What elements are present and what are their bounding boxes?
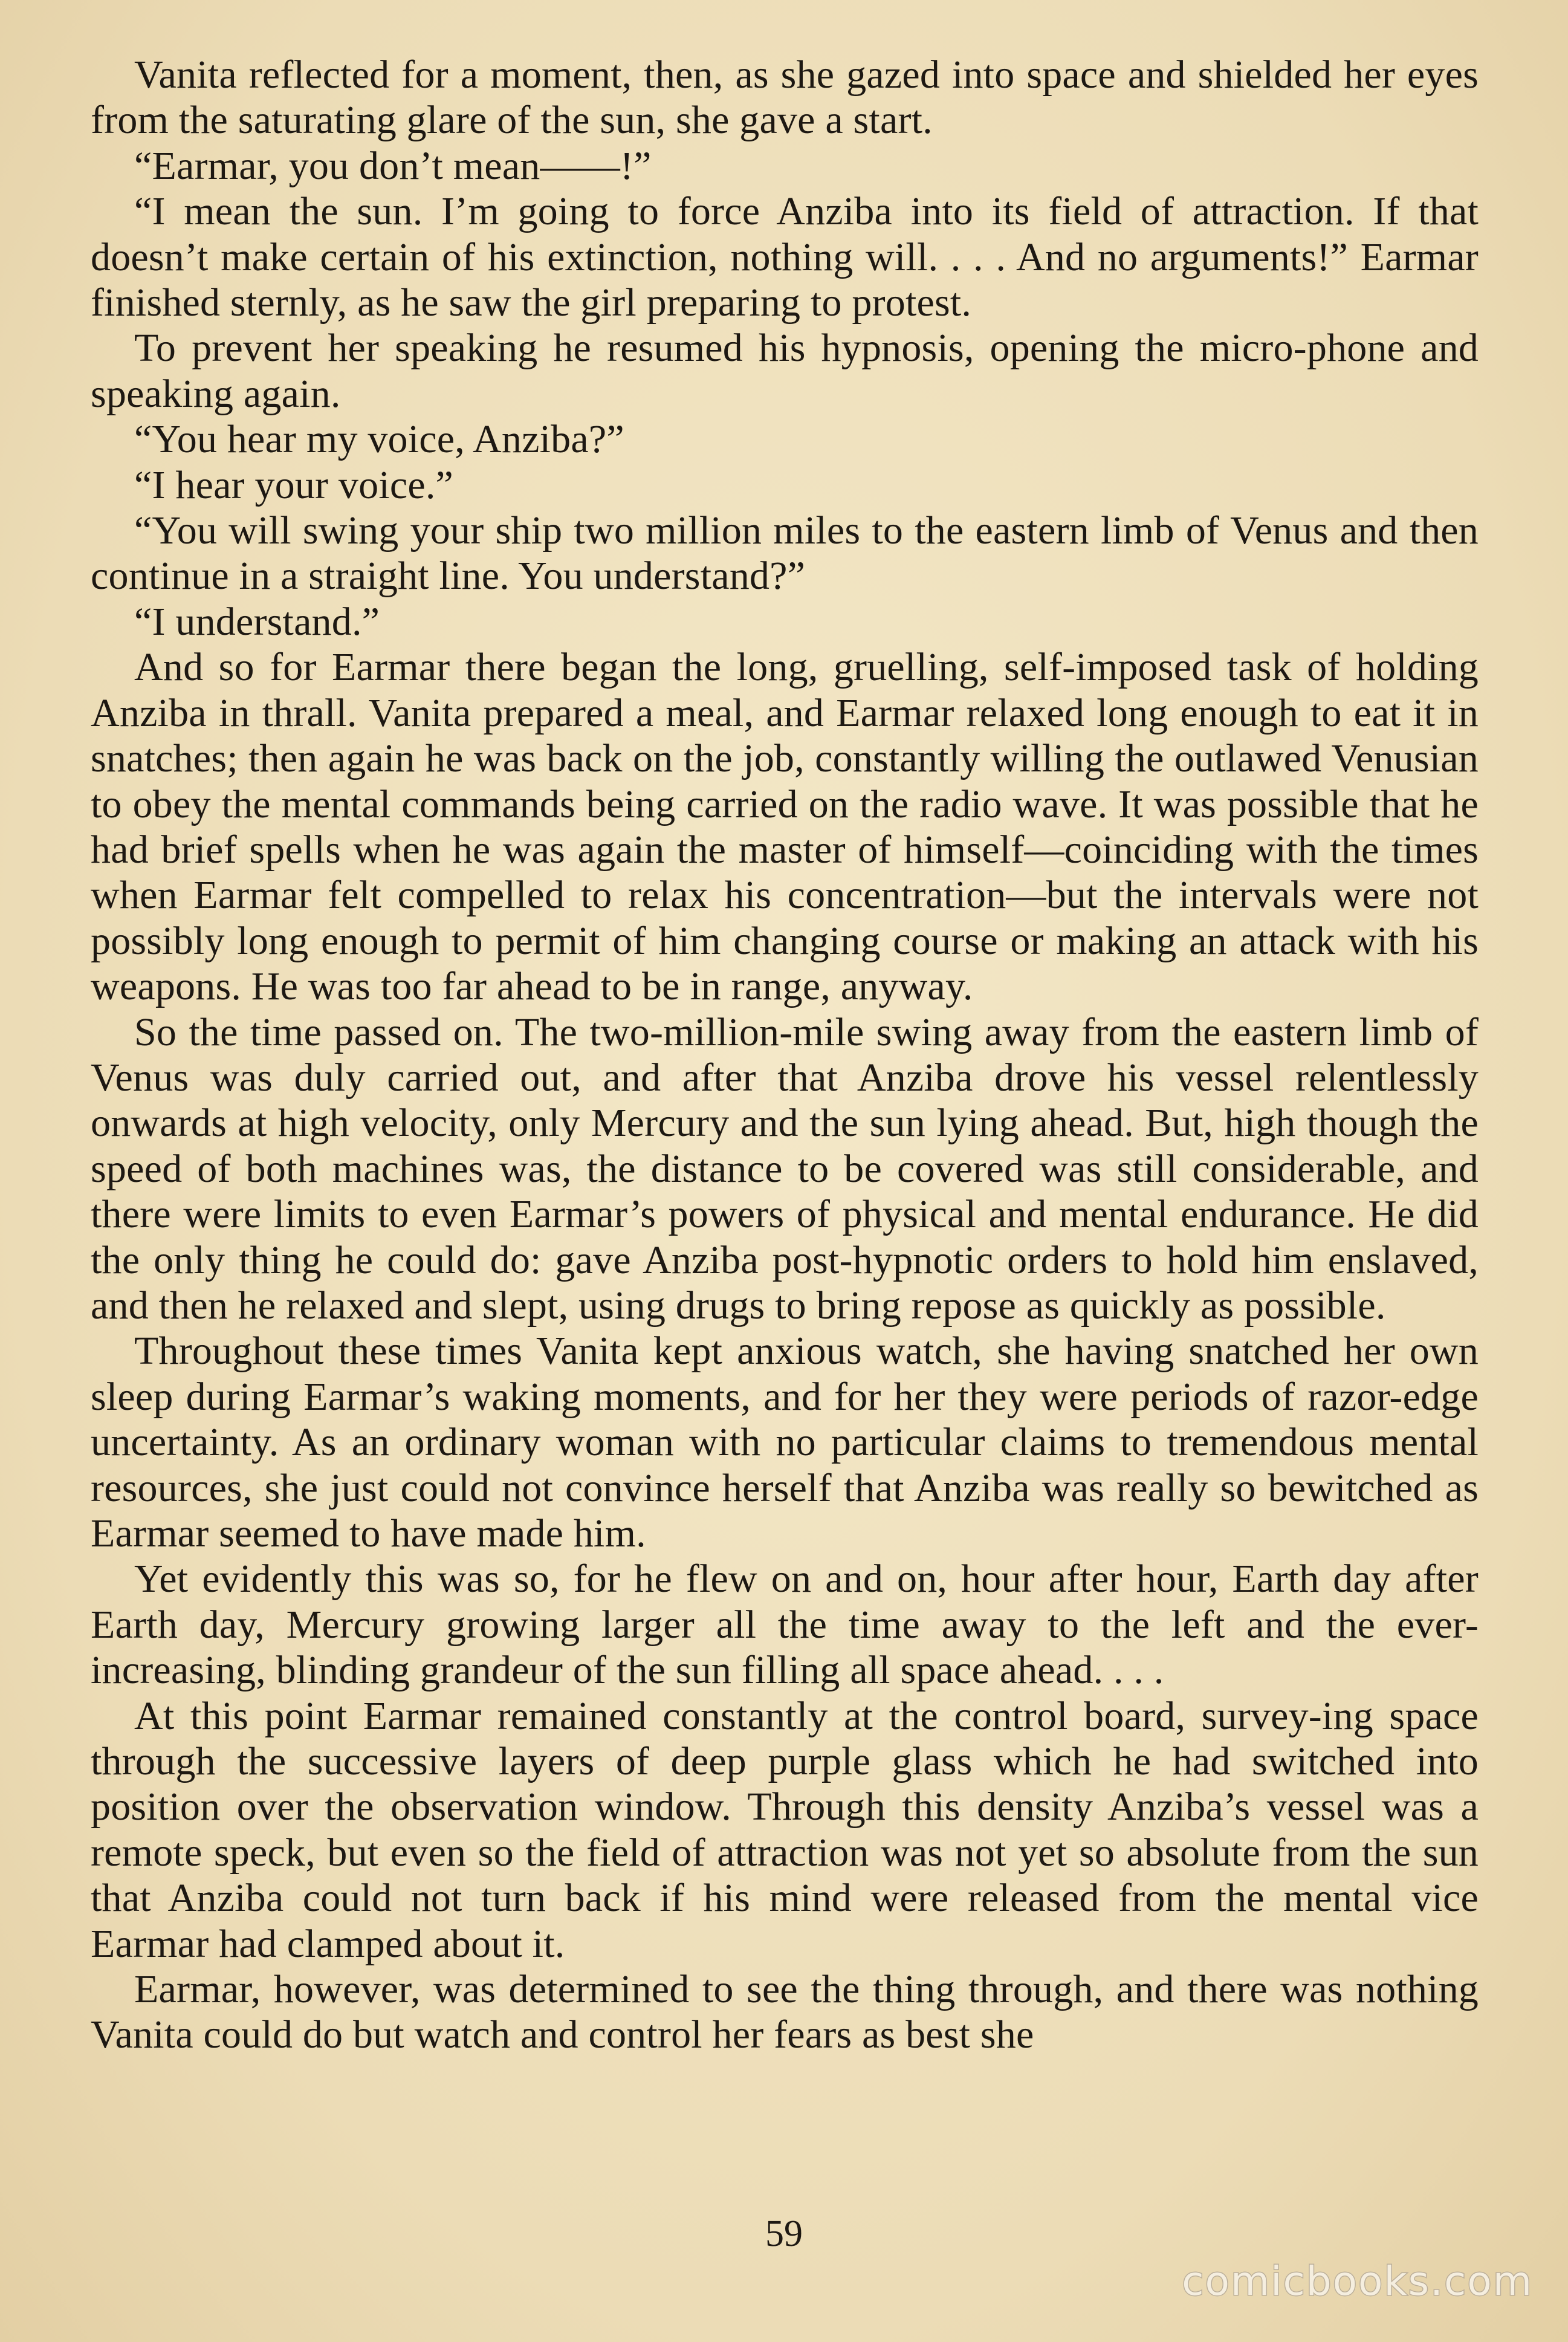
- body-text: [91, 52, 1479, 2058]
- page-number: 59: [765, 2213, 803, 2254]
- paragraph-4: To prevent her speaking he resumed his hypnosis, opening the micro-phone and speaking again.: [91, 326, 1479, 416]
- paragraph-14: Earmar, however, was determined to see the thing through, and there was nothing Vanita could do but watch and control her fears as best she: [91, 1967, 1479, 2057]
- paragraph-9: And so for Earmar there began the long, gruelling, self-imposed task of holding Anziba in thrall. Vanita prepared a meal, and Earmar relaxed long enough to eat it in snatches; then again he was back on the job, constantly willing the outlawed Venusian to obey the mental commands being carried on the radio wave. It was possible that he had brief spells when he was again the master of himself—coinciding with the times when Earmar felt compelled to relax his concentration—but the intervals were not possibly long enough to permit of him changing course or making an attack with his weapons. He was too far ahead to be in range, anyway.: [91, 645, 1479, 1009]
- watermark: comicbooks.com: [1182, 2258, 1533, 2305]
- paragraph-12: Yet evidently this was so, for he flew on and on, hour after hour, Earth day after Earth day, Mercury growing larger all the time away to the left and the ever-increasing, blinding grandeur of the sun filling all space ahead. . . .: [91, 1557, 1479, 1693]
- paragraph-5: “You hear my voice, Anziba?”: [134, 417, 624, 462]
- paragraph-6: “I hear your voice.”: [134, 462, 454, 507]
- paragraph-11: Throughout these times Vanita kept anxious watch, she having snatched her own sleep during Earmar’s waking moments, and for her they were periods of razor-edge uncertainty. As an ordinary woman with no particular claims to tremendous mental resources, she just could not convince herself that Anziba was really so bewitched as Earmar seemed to have made him.: [91, 1329, 1479, 1555]
- paragraph-1: Vanita reflected for a moment, then, as she gazed into space and shielded her eyes from the saturating glare of the sun, she gave a start.: [91, 53, 1479, 143]
- paragraph-8: “I understand.”: [134, 599, 380, 644]
- paragraph-2: “Earmar, you don’t mean——!”: [134, 143, 652, 188]
- paragraph-3: “I mean the sun. I’m going to force Anziba into its field of attraction. If that doesn’t make certain of his extinction, nothing will. . . . And no arguments!” Earmar finished sternly, as he saw the girl preparing to protest.: [91, 189, 1479, 325]
- paragraph-13: At this point Earmar remained constantly at the control board, survey-ing space through the successive layers of deep purple glass which he had switched into position over the observation window. Through this density Anziba’s vessel was a remote speck, but even so the field of attraction was not yet so absolute from the sun that Anziba could not turn back if his mind were released from the mental vice Earmar had clamped about it.: [91, 1693, 1479, 1966]
- paragraph-10: So the time passed on. The two-million-mile swing away from the eastern limb of Venus was duly carried out, and after that Anziba drove his vessel relentlessly onwards at high velocity, only Mercury and the sun lying ahead. But, high though the speed of both machines was, the distance to be covered was still considerable, and there were limits to even Earmar’s powers of physical and mental endurance. He did the only thing he could do: gave Anziba post-hypnotic orders to hold him enslaved, and then he relaxed and slept, using drugs to bring repose as quickly as possible.: [91, 1010, 1479, 1328]
- paragraph-7: “You will swing your ship two million miles to the eastern limb of Venus and then continue in a straight line. You understand?”: [91, 508, 1479, 598]
